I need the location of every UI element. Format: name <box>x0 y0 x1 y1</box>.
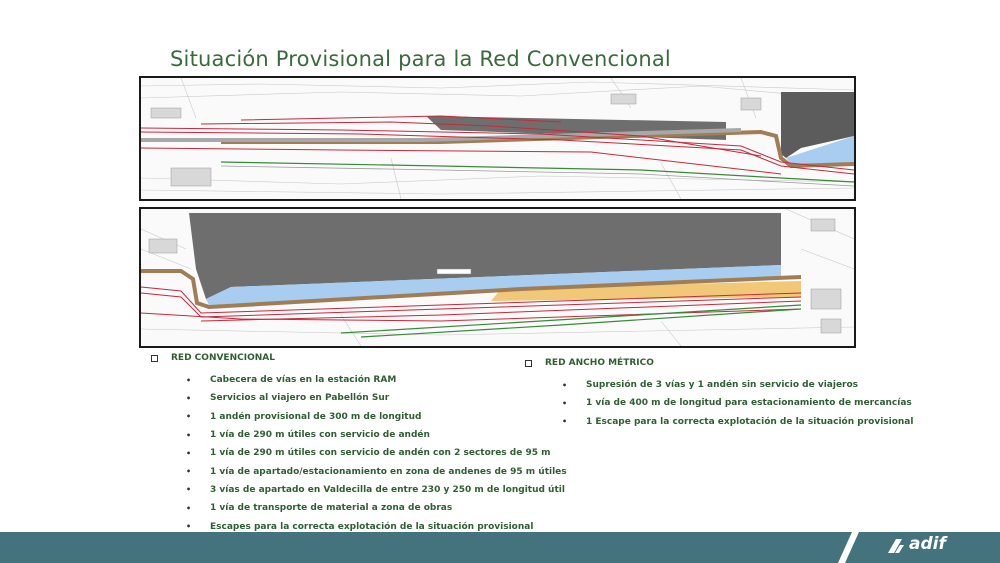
adif-logo-icon <box>886 537 906 555</box>
red-convencional-list <box>186 371 567 536</box>
footer-bar <box>0 532 1000 563</box>
bullet-icon: • <box>186 412 192 422</box>
bullet-icon: • <box>186 503 192 513</box>
red-ancho-metrico-heading: RED ANCHO MÉTRICO <box>545 358 654 368</box>
bullet-icon: • <box>186 522 192 532</box>
bullet-icon: • <box>186 430 192 440</box>
bullet-icon: • <box>186 467 192 477</box>
adif-logo-text: adif <box>909 534 946 554</box>
list-item: • Supresión de 3 vías y 1 andén sin servicio de viajeros <box>562 380 859 391</box>
list-item: • Escapes para la correcta explotación de la situación provisional <box>186 521 534 532</box>
footer-stripes <box>0 532 1000 563</box>
list-item: • 1 vía de 290 m útiles con servicio de andén <box>186 430 430 441</box>
red-convencional-heading-row <box>151 352 567 364</box>
list-item: • Cabecera de vías en la estación RAM <box>186 375 397 386</box>
bullet-icon: • <box>186 375 192 385</box>
list-item: • 1 Escape para la correcta explotación de la situación provisional <box>562 416 914 427</box>
list-item: • 1 vía de 290 m útiles con servicio de andén con 2 sectores de 95 m <box>186 448 551 459</box>
checkbox-bullet-icon <box>151 355 158 362</box>
checkbox-bullet-icon <box>525 360 532 367</box>
track-plan-top <box>139 76 856 201</box>
bullet-icon: • <box>562 417 568 427</box>
list-item: • 1 vía de transporte de material a zona de obras <box>186 503 453 514</box>
page-title: Situación Provisional para la Red Convencional <box>170 47 671 71</box>
bullet-icon: • <box>186 393 192 403</box>
track-plan-bottom-drawing <box>141 209 854 346</box>
list-item: • 1 vía de 400 m de longitud para estacionamiento de mercancías <box>562 398 912 409</box>
red-ancho-metrico-heading-row <box>525 357 913 369</box>
bullet-icon: • <box>562 398 568 408</box>
red-ancho-metrico-section <box>525 357 913 431</box>
red-ancho-metrico-list <box>562 376 913 431</box>
list-item: • Servicios al viajero en Pabellón Sur <box>186 393 390 404</box>
bullet-icon: • <box>186 485 192 495</box>
red-convencional-heading: RED CONVENCIONAL <box>171 353 275 363</box>
bullet-icon: • <box>562 380 568 390</box>
list-item: • 1 vía de apartado/estacionamiento en zona de andenes de 95 m útiles <box>186 466 567 477</box>
track-plan-top-drawing <box>141 78 854 199</box>
red-convencional-section <box>151 352 567 536</box>
bullet-icon: • <box>186 448 192 458</box>
map-label <box>437 269 471 274</box>
track-plan-bottom <box>139 207 856 348</box>
list-item: • 3 vías de apartado en Valdecilla de entre 230 y 250 m de longitud útil <box>186 484 565 495</box>
list-item: • 1 andén provisional de 300 m de longitud <box>186 411 422 422</box>
